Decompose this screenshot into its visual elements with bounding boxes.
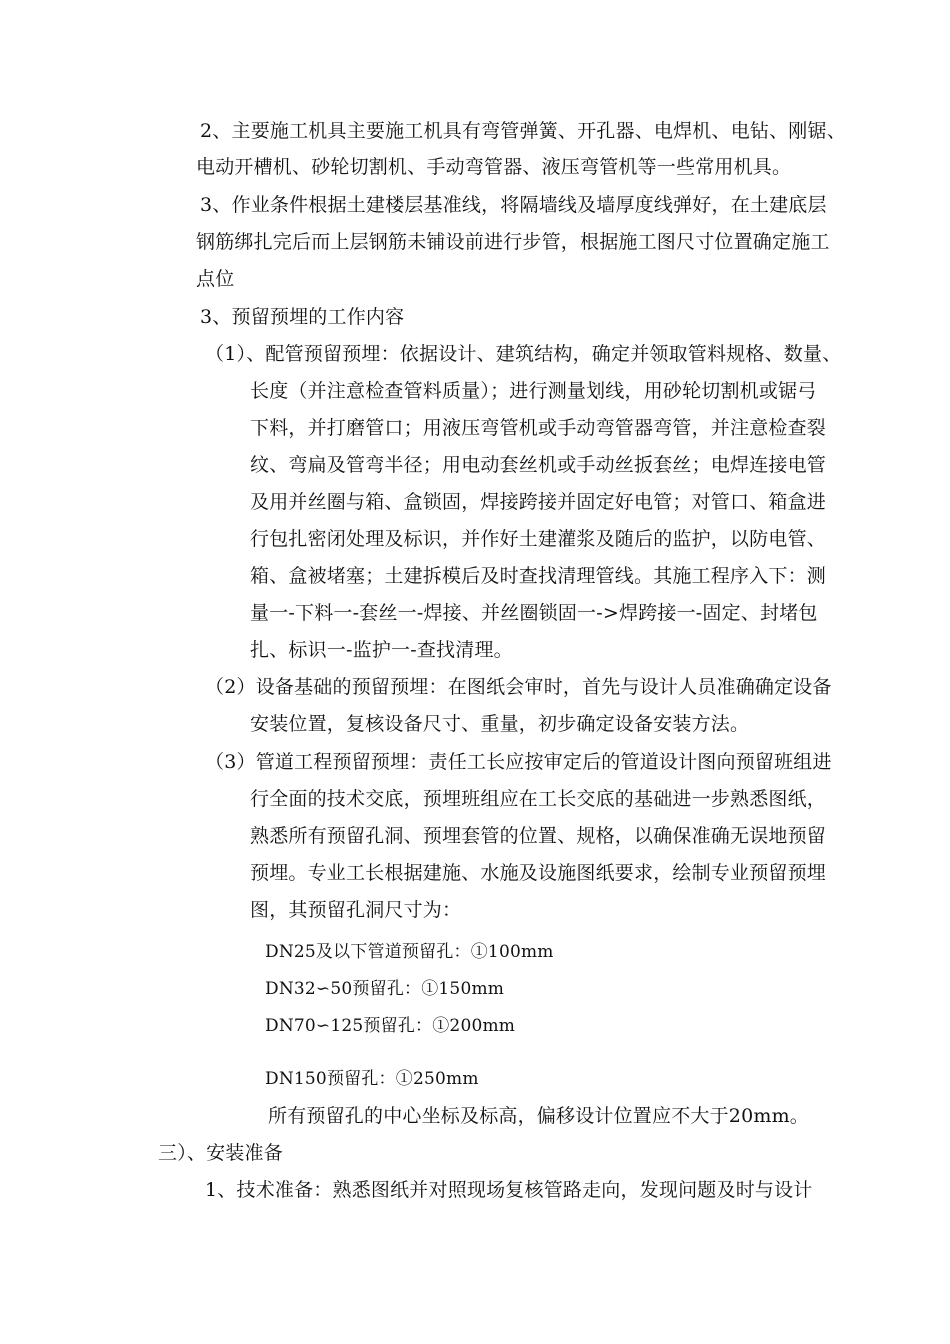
item-3-line-5: 图，其预留孔洞尺寸为：: [250, 899, 462, 921]
item-1-line-9: 扎、标识一-监护一-查找清理。: [250, 639, 513, 661]
item-1-line-1: （1）、配管预留预埋：依据设计、建筑结构，确定并领取管料规格、数量、: [205, 343, 842, 365]
technical-prep-line: 1、技术准备：熟悉图纸并对照现场复核管路走向，发现问题及时与设计: [205, 1179, 813, 1201]
hole-size-dn32-50: DN32∽50预留孔：①150mm: [265, 979, 505, 999]
item-3-line-1: （3）管道工程预留预埋：责任工长应按审定后的管道设计图向预留班组进: [205, 751, 832, 773]
item-1-line-2: 长度（并注意检查管料质量）；进行测量划线，用砂轮切割机或锯弓: [250, 380, 817, 402]
center-coordinate-note: 所有预留孔的中心坐标及标高，偏移设计位置应不大于20mm。: [268, 1105, 810, 1127]
item-3-line-2: 行全面的技术交底，预埋班组应在工长交底的基础进一步熟悉图纸，: [250, 788, 827, 810]
item-1-line-3: 下料，并打磨管口；用液压弯管机或手动弯管器弯管，并注意检查裂: [250, 417, 827, 439]
item-1-line-5: 及用并丝圈与箱、盒锁固，焊接跨接并固定好电管；对管口、箱盒进: [250, 491, 827, 513]
item-1-line-7: 箱、盒被堵塞；土建拆模后及时查找清理管线。其施工程序入下：测: [250, 565, 827, 587]
item-2-line-2: 安装位置，复核设备尺寸、重量，初步确定设备安装方法。: [250, 713, 750, 735]
text-line-machinery-1: 2、主要施工机具主要施工机具有弯管弹簧、开孔器、电焊机、电钻、刚锯、: [200, 120, 846, 142]
item-1-line-6: 行包扎密闭处理及标识，并作好土建灌浆及随后的监护，以防电管、: [250, 528, 827, 550]
item-2-line-1: （2）设备基础的预留预埋：在图纸会审时，首先与设计人员准确确定设备: [205, 676, 832, 698]
text-line-machinery-2: 电动开槽机、砂轮切割机、手动弯管器、液压弯管机等一些常用机具。: [196, 156, 792, 178]
item-3-line-3: 熟悉所有预留孔洞、预埋套管的位置、规格，以确保准确无误地预留: [250, 825, 827, 847]
text-line-conditions-1: 3、作业条件根据土建楼层基准线，将隔墙线及墙厚度线弹好，在土建底层: [200, 194, 827, 216]
hole-size-dn25: DN25及以下管道预留孔：①100mm: [265, 942, 554, 962]
hole-size-dn70-125: DN70∽125预留孔：①200mm: [265, 1016, 516, 1036]
item-1-line-4: 纹、弯扁及管弯半径；用电动套丝机或手动丝扳套丝；电焊连接电管: [250, 454, 827, 476]
section-heading-embedded-work: 3、预留预埋的工作内容: [200, 306, 405, 328]
item-1-line-8: 量一-下料一-套丝一-焊接、并丝圈锁固一->焊跨接一-固定、封堵包: [250, 602, 818, 624]
text-line-conditions-2: 钢筋绑扎完后而上层钢筋未铺设前进行步管，根据施工图尺寸位置确定施工: [196, 231, 830, 253]
hole-size-dn150: DN150预留孔：①250mm: [265, 1069, 479, 1089]
section-heading-installation-prep: 三）、安装准备: [158, 1142, 283, 1164]
item-3-line-4: 预埋。专业工长根据建施、水施及设施图纸要求，绘制专业预留预埋: [250, 862, 827, 884]
text-line-conditions-3: 点位: [196, 268, 235, 290]
